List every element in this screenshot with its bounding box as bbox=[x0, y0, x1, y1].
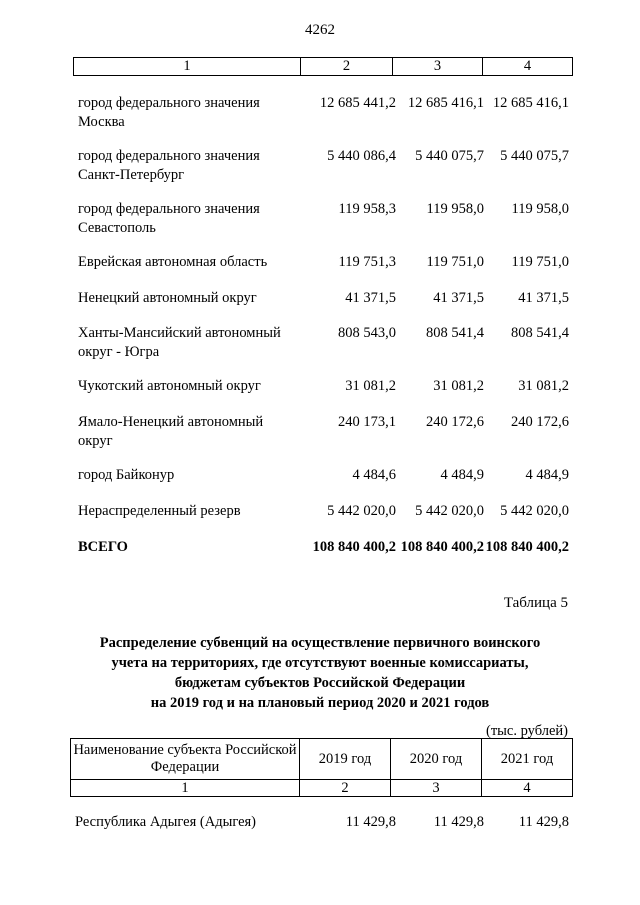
column-number-header bbox=[73, 57, 573, 76]
table-title-line: на 2019 год и на плановый период 2020 и 2021 годов bbox=[150, 695, 490, 711]
value-2020: 240 172,6 bbox=[426, 414, 484, 430]
value-2019: 31 081,2 bbox=[345, 378, 396, 394]
value-2020: 31 081,2 bbox=[433, 378, 484, 394]
column-number-3: 3 bbox=[391, 780, 482, 797]
table-title bbox=[60, 633, 580, 713]
value-2021: 31 081,2 bbox=[518, 378, 569, 394]
region-name: Чукотский автономный округ bbox=[78, 378, 261, 394]
value-2019: 240 173,1 bbox=[338, 414, 396, 430]
value-2020: 11 429,8 bbox=[433, 814, 484, 830]
value-2020: 808 541,4 bbox=[426, 325, 484, 341]
header-2019: 2019 год bbox=[300, 739, 391, 780]
units-note: (тыс. рублей) bbox=[486, 723, 568, 739]
value-2019: 5 442 020,0 bbox=[327, 503, 396, 519]
value-2019: 119 958,3 bbox=[338, 201, 396, 217]
value-2021: 41 371,5 bbox=[518, 290, 569, 306]
total-2020: 108 840 400,2 bbox=[400, 539, 484, 555]
header-region: Наименование субъекта Российской Федерации bbox=[71, 739, 300, 780]
table-label: Таблица 5 bbox=[503, 595, 568, 611]
region-name: город федерального значения Санкт-Петербург bbox=[78, 148, 260, 183]
value-2021: 5 440 075,7 bbox=[500, 148, 569, 164]
region-name: Ненецкий автономный округ bbox=[78, 290, 257, 306]
region-name: город Байконур bbox=[78, 467, 175, 483]
value-2020: 41 371,5 bbox=[433, 290, 484, 306]
column-number-2: 2 bbox=[300, 780, 391, 797]
value-2020: 5 442 020,0 bbox=[415, 503, 484, 519]
column-number-3: 3 bbox=[393, 58, 483, 76]
value-2021: 119 958,0 bbox=[511, 201, 569, 217]
value-2020: 4 484,9 bbox=[440, 467, 484, 483]
column-number-4: 4 bbox=[483, 58, 573, 76]
total-label: ВСЕГО bbox=[78, 539, 128, 555]
total-2021: 108 840 400,2 bbox=[485, 539, 569, 555]
value-2021: 808 541,4 bbox=[511, 325, 569, 341]
value-2019: 41 371,5 bbox=[345, 290, 396, 306]
region-name: город федерального значения Севастополь bbox=[78, 201, 260, 236]
value-2020: 119 751,0 bbox=[426, 254, 484, 270]
header-2021: 2021 год bbox=[482, 739, 573, 780]
value-2019: 808 543,0 bbox=[338, 325, 396, 341]
value-2019: 11 429,8 bbox=[345, 814, 396, 830]
region-name: Нераспределенный резерв bbox=[78, 503, 241, 519]
value-2019: 5 440 086,4 bbox=[327, 148, 396, 164]
value-2020: 12 685 416,1 bbox=[407, 95, 484, 111]
value-2021: 5 442 020,0 bbox=[500, 503, 569, 519]
value-2019: 119 751,3 bbox=[338, 254, 396, 270]
value-2019: 4 484,6 bbox=[352, 467, 396, 483]
region-name: Ямало-Ненецкий автономный округ bbox=[78, 414, 264, 449]
table5-header bbox=[70, 738, 573, 797]
column-number-1: 1 bbox=[74, 58, 301, 76]
region-name: город федерального значения Москва bbox=[78, 95, 260, 130]
column-number-4: 4 bbox=[482, 780, 573, 797]
value-2019: 12 685 441,2 bbox=[319, 95, 396, 111]
value-2021: 12 685 416,1 bbox=[492, 95, 569, 111]
value-2021: 240 172,6 bbox=[511, 414, 569, 430]
table-title-line: учета на территориях, где отсутствуют военные комиссариаты, bbox=[111, 655, 529, 671]
region-name: Республика Адыгея (Адыгея) bbox=[75, 814, 257, 830]
value-2021: 11 429,8 bbox=[518, 814, 569, 830]
region-name: Еврейская автономная область bbox=[78, 254, 268, 270]
value-2020: 119 958,0 bbox=[426, 201, 484, 217]
table-title-line: Распределение субвенций на осуществление первичного воинского bbox=[99, 635, 541, 651]
page-number: 4262 bbox=[305, 22, 335, 38]
region-name: Ханты-Мансийский автономный округ - Югра bbox=[78, 325, 281, 360]
value-2021: 119 751,0 bbox=[511, 254, 569, 270]
value-2021: 4 484,9 bbox=[525, 467, 569, 483]
header-2020: 2020 год bbox=[391, 739, 482, 780]
total-2019: 108 840 400,2 bbox=[312, 539, 396, 555]
column-number-2: 2 bbox=[301, 58, 393, 76]
table-title-line: бюджетам субъектов Российской Федерации bbox=[174, 675, 466, 691]
value-2020: 5 440 075,7 bbox=[415, 148, 484, 164]
column-number-1: 1 bbox=[71, 780, 300, 797]
